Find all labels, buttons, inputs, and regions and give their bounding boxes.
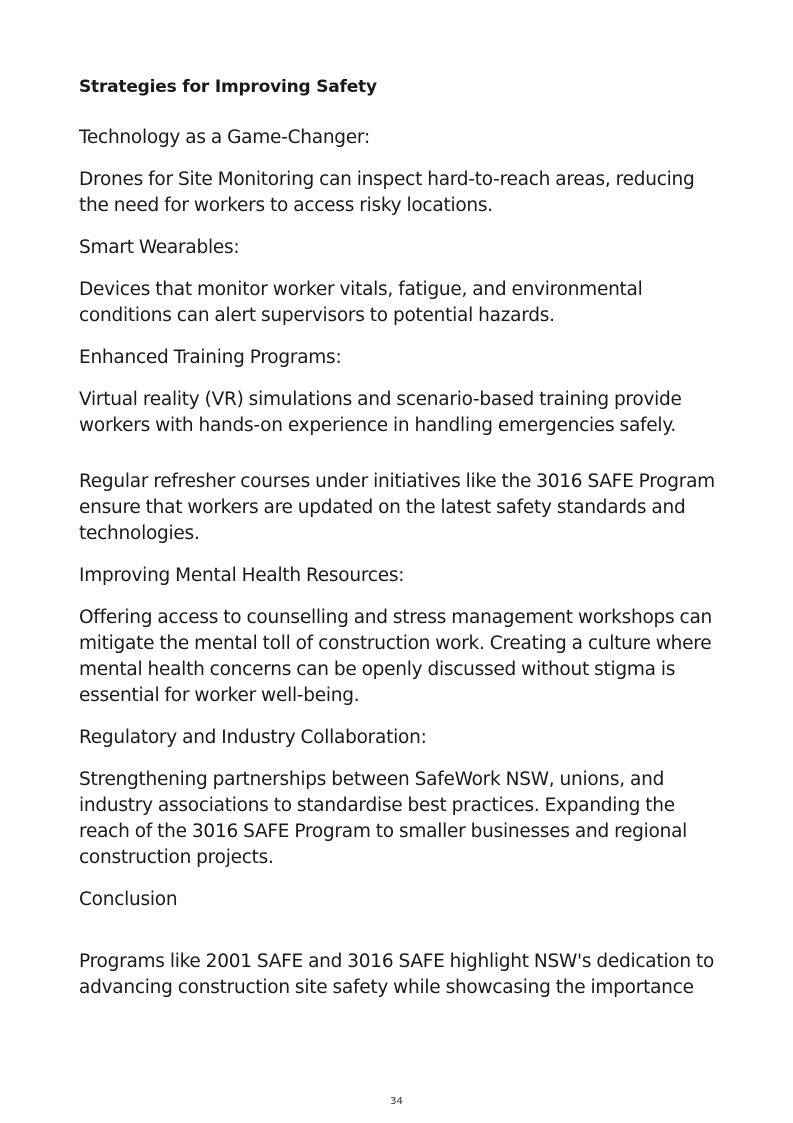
- subheading-technology: Technology as a Game-Changer:: [79, 127, 370, 148]
- paragraph-vr-training: Virtual reality (VR) simulations and scenario-based training provide workers with hands-on experience in handling emergencies safely.: [79, 389, 682, 436]
- subheading-collaboration: Regulatory and Industry Collaboration:: [79, 727, 427, 748]
- paragraph-refresher-courses: Regular refresher courses under initiatives like the 3016 SAFE Program ensure that workers are updated on the latest safety standards and technologies.: [79, 471, 715, 544]
- paragraph-mental-health: Offering access to counselling and stress management workshops can mitigate the mental toll of construction work. Creating a culture where mental health concerns can be openly discussed without stigma is essential for worker well-being.: [79, 607, 713, 706]
- subheading-training: Enhanced Training Programs:: [79, 347, 342, 368]
- document-page: [79, 74, 724, 1017]
- subheading-conclusion: Conclusion: [79, 889, 178, 910]
- subheading-smart-wearables: Smart Wearables:: [79, 237, 240, 258]
- page-number: 34: [390, 1096, 403, 1107]
- paragraph-conclusion: Programs like 2001 SAFE and 3016 SAFE highlight NSW's dedication to advancing construction site safety while showcasing the importance: [79, 951, 715, 998]
- section-heading: Strategies for Improving Safety: [79, 77, 377, 97]
- paragraph-wearables: Devices that monitor worker vitals, fatigue, and environmental conditions can alert supervisors to potential hazards.: [79, 279, 643, 326]
- paragraph-drones: Drones for Site Monitoring can inspect hard-to-reach areas, reducing the need for workers to access risky locations.: [79, 169, 695, 216]
- paragraph-collaboration: Strengthening partnerships between SafeWork NSW, unions, and industry associations to standardise best practices. Expanding the reach of the 3016 SAFE Program to smaller businesses and regional construction projects.: [79, 769, 688, 868]
- subheading-mental-health: Improving Mental Health Resources:: [79, 565, 405, 586]
